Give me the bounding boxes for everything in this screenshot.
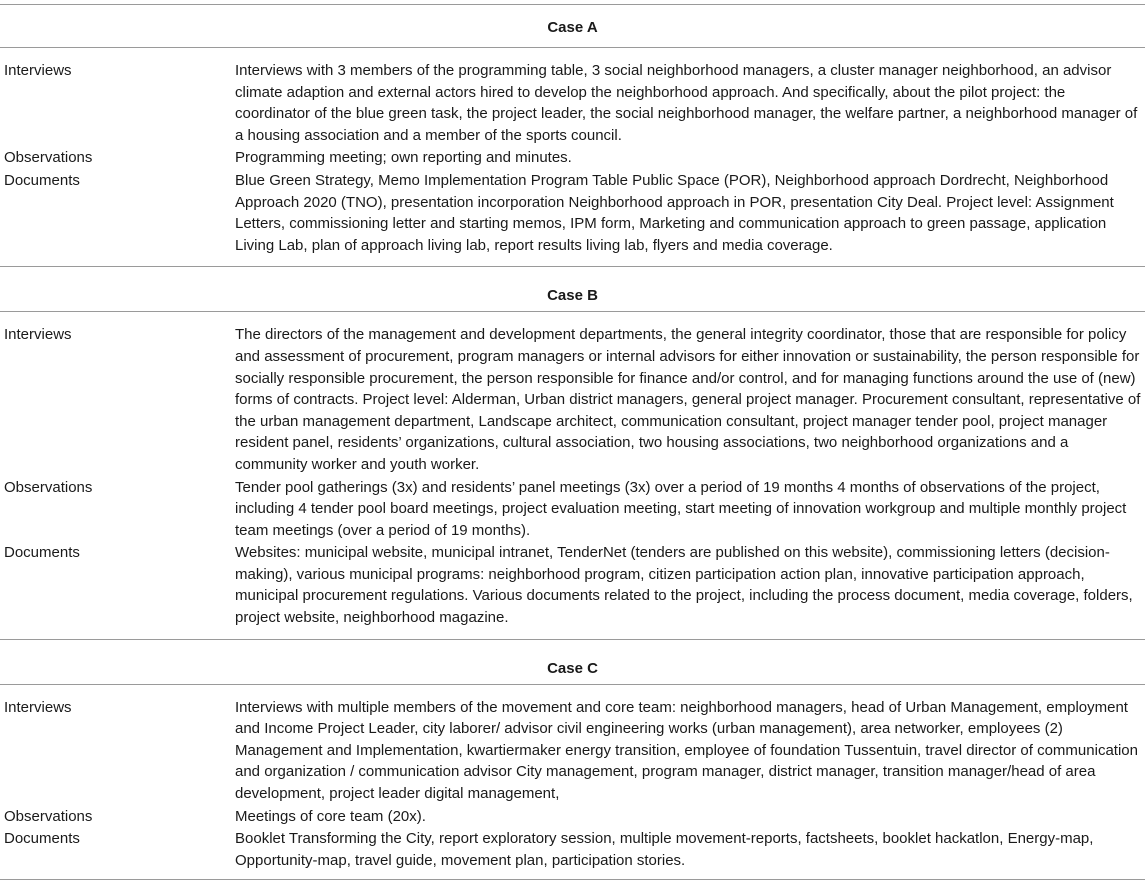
case-c-observations-text: Meetings of core team (20x).: [235, 807, 426, 825]
case-b-title: Case B: [0, 267, 1145, 312]
case-c-documents-text: Booklet Transforming the City, report exploratory session, multiple movement-reports, factsheets, booklet hackatlon, Energy-map, Opportunity-map, travel guide, movement plan, participation stories.: [235, 827, 1145, 880]
case-a-documents-row: [0, 169, 1145, 267]
case-a-observations-text: Programming meeting; own reporting and minutes.: [235, 149, 572, 167]
case-c-header-row: [0, 639, 1145, 684]
documents-label: Documents: [4, 544, 80, 562]
interviews-label: Interviews: [0, 48, 235, 147]
case-b-documents-text: Websites: municipal website, municipal intranet, TenderNet (tenders are published on this website), commissioning letters (decision-making), various municipal programs: neighborhood program, citizen participation action plan, innovative participation approach, municipal procurement regulations. Various documents related to the project, including the process document, media coverage, folders, project website, neighborhood magazine.: [235, 544, 1133, 627]
case-a-interviews-row: [0, 48, 1145, 147]
case-b-interviews-row: [0, 312, 1145, 476]
interviews-label: Interviews: [0, 684, 235, 804]
observations-label: Observations: [4, 149, 93, 167]
documents-label: Documents: [0, 827, 235, 880]
case-b-observations-text: Tender pool gatherings (3x) and residents’ panel meetings (3x) over a period of 19 months 4 months of observations of the project, including 4 tender pool board meetings, project evaluation meeting, start meeting of innovation workgroup and multiple monthly project team meetings (over a period of 19 months).: [235, 478, 1127, 539]
case-a-header-row: [0, 5, 1145, 48]
observations-label: Observations: [4, 478, 93, 496]
observations-label: Observations: [4, 807, 93, 825]
case-a-interviews-text: Interviews with 3 members of the programming table, 3 social neighborhood managers, a cluster manager neighborhood, an advisor climate adaption and external actors hired to develop the neighborhood approach. And specifically, about the pilot project: the coordinator of the blue green task, the project leader, the social neighborhood manager, the welfare partner, a neighborhood manager of a housing association and a member of the sports council.: [235, 48, 1145, 147]
case-a-observations-row: [0, 146, 1145, 169]
case-data-table: [0, 4, 1145, 880]
interviews-label: Interviews: [0, 312, 235, 476]
case-b-documents-row: [0, 541, 1145, 639]
documents-label: Documents: [4, 171, 80, 189]
case-a-documents-text: Blue Green Strategy, Memo Implementation Program Table Public Space (POR), Neighborhood approach Dordrecht, Neighborhood Approach 2020 (TNO), presentation incorporation Neighborhood approach in POR, presentation City Deal. Project level: Assignment Letters, commissioning letter and starting memos, IPM form, Marketing and communication approach to green passage, application Living Lab, plan of approach living lab, report results living lab, flyers and media coverage.: [235, 171, 1114, 254]
case-c-title: Case C: [0, 639, 1145, 684]
case-c-observations-row: [0, 805, 1145, 828]
case-c-interviews-row: [0, 684, 1145, 804]
case-b-observations-row: [0, 476, 1145, 542]
case-b-header-row: [0, 267, 1145, 312]
case-a-title: Case A: [0, 5, 1145, 48]
case-b-interviews-text: The directors of the management and development departments, the general integrity coordinator, those that are responsible for policy and assessment of procurement, program managers or internal advisors for either innovation or sustainability, the person responsible for socially responsible procurement, the person responsible for finance and/or control, and for managing functions around the use of (new) forms of contracts. Project level: Alderman, Urban district managers, general project manager. Procurement consultant, representative of the urban management department, Landscape architect, communication consultant, project manager tender pool, project manager resident panel, residents’ organizations, cultural association, two housing associations, two neighborhood organizations and a community worker and youth worker.: [235, 312, 1145, 476]
case-c-interviews-text: Interviews with multiple members of the movement and core team: neighborhood managers, head of Urban Management, employment and Income Project Leader, city laborer/ advisor civil engineering works (urban management), area networker, employees (2) Management and Implementation, kwartiermaker energy transition, employee of foundation Tussentuin, travel director of communication and organization / communication advisor City management, program manager, district manager, transition manager/head of area development, project leader digital management,: [235, 684, 1145, 804]
case-c-documents-row: [0, 827, 1145, 880]
